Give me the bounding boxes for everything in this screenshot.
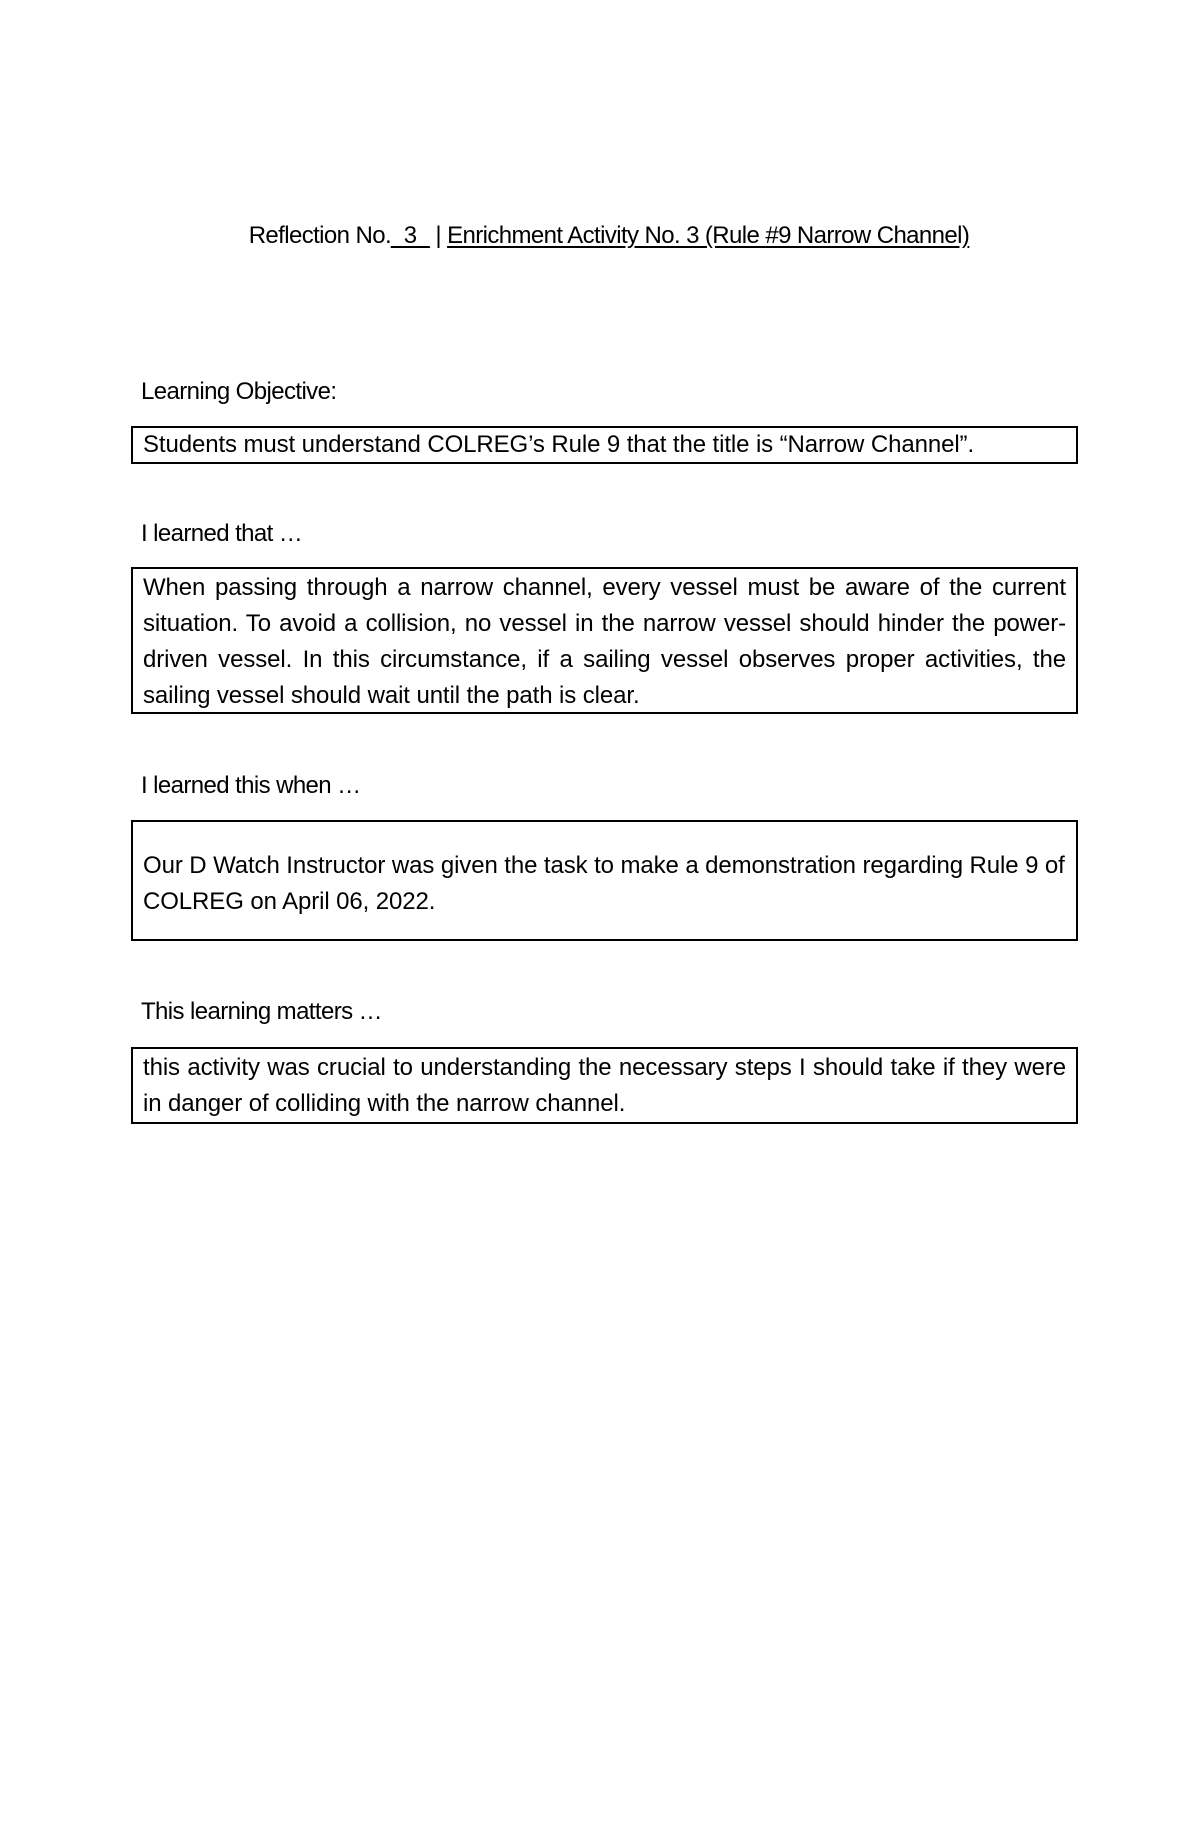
learning-objective-text: Students must understand COLREG’s Rule 9 that the title is “Narrow Channel”. xyxy=(143,431,975,458)
activity-title: Enrichment Activity No. 3 (Rule #9 Narrow Channel) xyxy=(447,222,970,249)
learning-objective-box xyxy=(131,426,1078,464)
title-separator: | xyxy=(435,222,441,249)
reflection-number: _3_ xyxy=(391,222,430,249)
document-title xyxy=(0,222,1200,250)
learning-matters-text: this activity was crucial to understanding the necessary steps I should take if they were in danger of colliding with the narrow channel. xyxy=(143,1054,1066,1117)
learned-that-text: When passing through a narrow channel, every vessel must be aware of the current situation. To avoid a collision, no vessel in the narrow vessel should hinder the power-driven vessel. In this circumstance, if a sailing vessel observes proper activities, the sailing vessel should wait until the path is clear. xyxy=(143,574,1066,709)
learning-matters-box xyxy=(131,1047,1078,1124)
title-prefix: Reflection No. xyxy=(248,222,392,249)
learned-when-box xyxy=(131,820,1078,941)
learning-objective-heading: Learning Objective: xyxy=(141,378,337,405)
learning-matters-heading: This learning matters … xyxy=(141,998,382,1025)
learned-that-box xyxy=(131,567,1078,714)
learned-when-heading: I learned this when … xyxy=(141,772,361,799)
learned-that-heading: I learned that … xyxy=(141,520,303,547)
learned-when-text: Our D Watch Instructor was given the task to make a demonstration regarding Rule 9 of COLREG on April 06, 2022. xyxy=(143,852,1065,915)
